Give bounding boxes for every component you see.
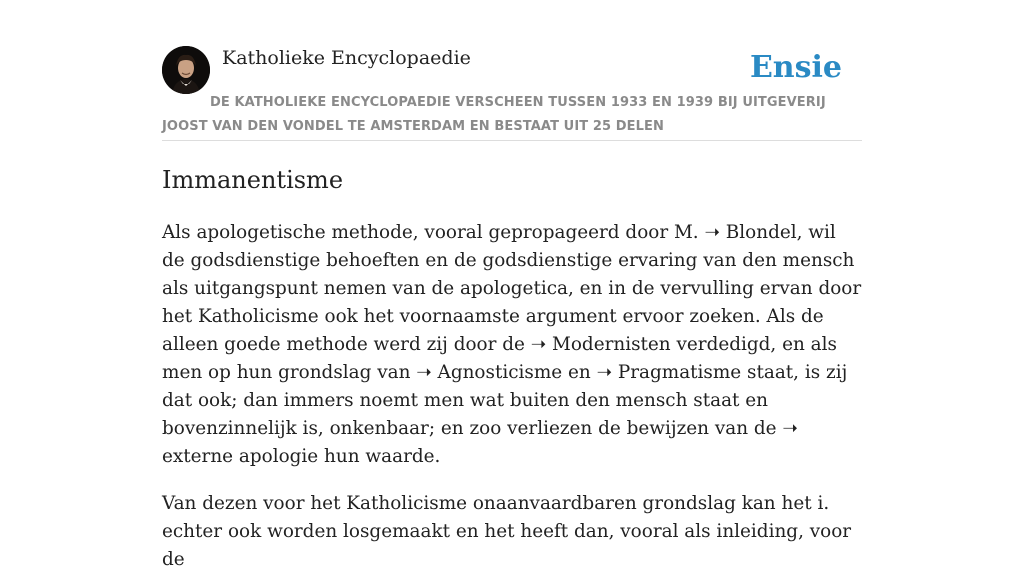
site-title[interactable]: Katholieke Encyclopaedie: [222, 47, 471, 69]
page: [162, 0, 862, 574]
portrait-avatar[interactable]: [162, 46, 210, 94]
site-tagline: DE KATHOLIEKE ENCYCLOPAEDIE VERSCHEEN TUSSEN 1933 EN 1939 BIJ UITGEVERIJ JOOST VAN DEN VONDEL TE AMSTERDAM EN BESTAAT UIT 25 DELEN: [162, 95, 826, 134]
link-externe-apologie[interactable]: ➝ externe apologie: [162, 418, 798, 467]
text-segment: , wil de godsdienstige behoeften en de godsdienstige ervaring van den mensch als uitgangspunt nemen van de apologetica, en in de vervulling ervan door het Katholicisme ook het voornaamste argument ervoor zoeken. Als de alleen goede methode werd zij door de: [162, 222, 862, 355]
paragraph-2: Van dezen voor het Katholicisme onaanvaardbaren grondslag kan het i. echter ook worden losgemaakt en het heeft dan, vooral als inleiding, voor de: [162, 493, 852, 570]
site-header: [162, 46, 862, 141]
article-title: Immanentisme: [162, 166, 344, 194]
article-body: [162, 219, 862, 574]
text-segment: staat, is zij dat ook; dan immers noemt men wat buiten den mensch staat en bovenzinnelijk is, onkenbaar; en zoo verliezen de bewijzen van de: [162, 362, 848, 439]
text-segment: hun waarde.: [318, 446, 441, 467]
link-modernisten[interactable]: ➝ Modernisten: [530, 334, 671, 355]
paragraph-1: [162, 219, 862, 471]
brand-logo[interactable]: Ensie: [749, 50, 842, 85]
text-segment: verdedigd, en als men op hun grondslag van: [162, 334, 837, 383]
text-segment: en: [562, 362, 597, 383]
link-agnosticisme[interactable]: ➝ Agnosticisme: [416, 362, 563, 383]
portrait-icon: [162, 46, 210, 94]
link-pragmatisme[interactable]: ➝ Pragmatisme: [596, 362, 742, 383]
text-segment: Als apologetische methode, vooral gepropageerd door M.: [162, 222, 705, 243]
link-blondel[interactable]: ➝ Blondel: [704, 222, 797, 243]
